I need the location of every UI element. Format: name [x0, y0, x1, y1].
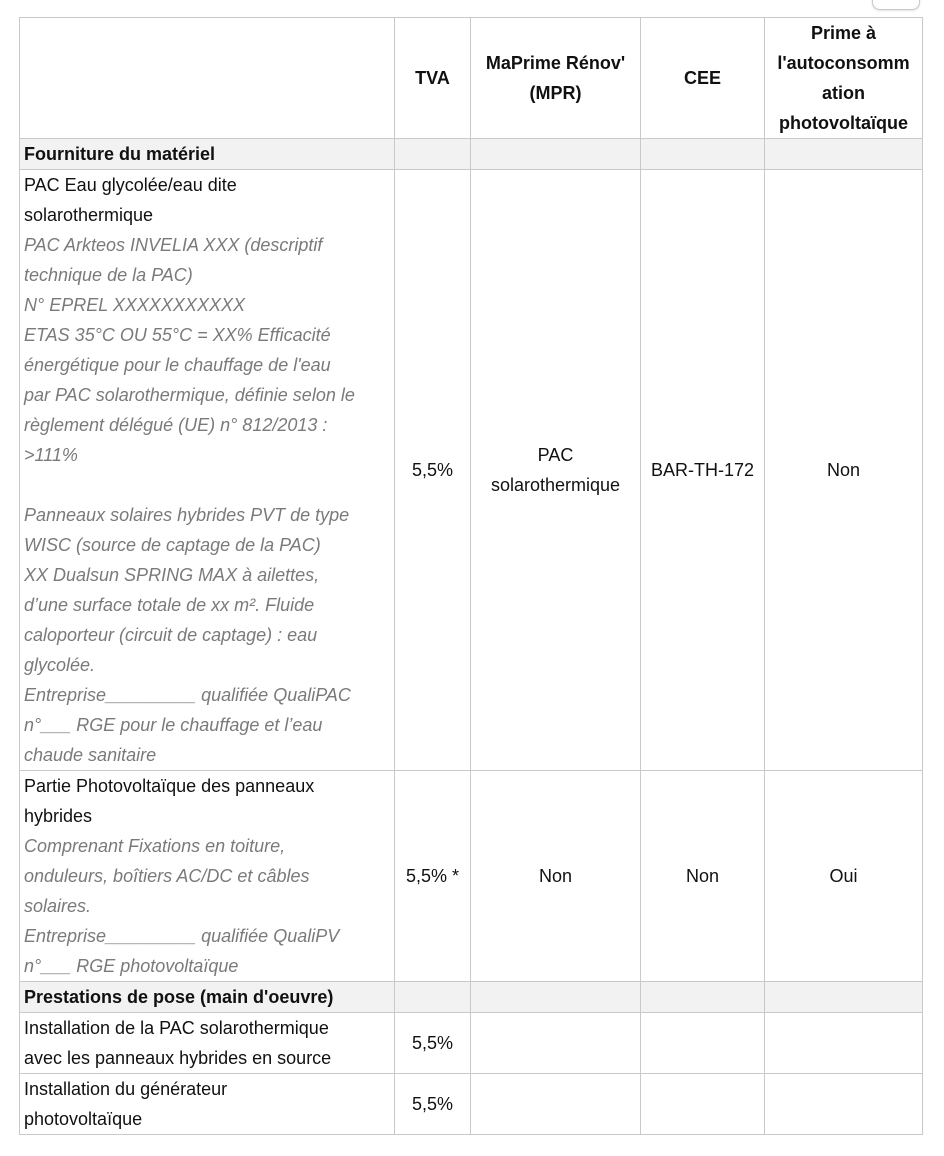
pv-detail-line: solaires. — [24, 896, 92, 916]
install-pac-line2: avec les panneaux hybrides en source — [24, 1048, 332, 1068]
section-empty-cell — [641, 982, 765, 1013]
section-empty-cell — [471, 139, 641, 170]
section-empty-cell — [765, 982, 923, 1013]
aid-eligibility-table — [19, 17, 923, 1135]
pv-prime-cell: Oui — [765, 771, 923, 982]
pac-detail-line: chaude sanitaire — [24, 745, 157, 765]
header-mpr-line2: (MPR) — [529, 83, 582, 103]
pac-detail-line: d’une surface totale de xx m². Fluide — [24, 595, 315, 615]
install-pv-line2: photovoltaïque — [24, 1109, 143, 1129]
pac-mpr-line2: solarothermique — [490, 475, 621, 495]
section-row-prestations — [20, 982, 923, 1013]
pac-mpr-line1: PAC — [537, 445, 574, 465]
pac-detail-line: ETAS 35°C OU 55°C = XX% Efficacité — [24, 325, 331, 345]
section-row-fourniture — [20, 139, 923, 170]
pac-detail-line: Panneaux solaires hybrides PVT de type — [24, 505, 350, 525]
pac-detail-line: règlement délégué (UE) n° 812/2013 : — [24, 415, 328, 435]
header-prime-line4: photovoltaïque — [779, 113, 908, 133]
install-pv-mpr-cell — [471, 1074, 641, 1135]
pac-detail-line: XX Dualsun SPRING MAX à ailettes, — [24, 565, 320, 585]
header-prime-line2: l'autoconsomm — [777, 53, 910, 73]
pac-detail-line: WISC (source de captage de la PAC) — [24, 535, 321, 555]
pv-detail-line: onduleurs, boîtiers AC/DC et câbles — [24, 866, 310, 886]
pv-mpr-cell: Non — [471, 771, 641, 982]
pac-spacer-line — [24, 470, 390, 500]
table-header-row — [20, 18, 923, 139]
pv-tva-cell: 5,5% * — [395, 771, 471, 982]
install-pac-cee-cell — [641, 1013, 765, 1074]
pv-title-line1: Partie Photovoltaïque des panneaux — [24, 776, 315, 796]
pac-detail-line: N° EPREL XXXXXXXXXXX — [24, 295, 245, 315]
pac-tva-cell: 5,5% — [395, 170, 471, 771]
install-pv-description-cell — [20, 1074, 395, 1135]
table-row-pac — [20, 170, 923, 771]
pac-description-cell — [20, 170, 395, 771]
pv-detail-line: Entreprise_________ qualifiée QualiPV — [24, 926, 340, 946]
install-pv-prime-cell — [765, 1074, 923, 1135]
pac-detail-line: >111% — [24, 445, 78, 465]
pv-detail-line: n°___ RGE photovoltaïque — [24, 956, 239, 976]
window-corner-tab — [872, 0, 920, 10]
install-pac-prime-cell — [765, 1013, 923, 1074]
pac-prime-cell: Non — [765, 170, 923, 771]
pv-title-line2: hybrides — [24, 806, 93, 826]
install-pv-cee-cell — [641, 1074, 765, 1135]
header-prime — [765, 18, 923, 139]
table-row-pv — [20, 771, 923, 982]
section-empty-cell — [641, 139, 765, 170]
pv-cee-cell: Non — [641, 771, 765, 982]
header-designation — [20, 18, 395, 139]
pac-detail-line: caloporteur (circuit de captage) : eau — [24, 625, 318, 645]
pac-detail-line: PAC Arkteos INVELIA XXX (descriptif — [24, 235, 323, 255]
header-prime-line1: Prime à — [810, 23, 877, 43]
header-mpr — [471, 18, 641, 139]
pac-detail-line: n°___ RGE pour le chauffage et l’eau — [24, 715, 323, 735]
install-pac-tva-cell: 5,5% — [395, 1013, 471, 1074]
install-pac-mpr-cell — [471, 1013, 641, 1074]
table-row-install-pac — [20, 1013, 923, 1074]
install-pv-line1: Installation du générateur — [24, 1079, 228, 1099]
header-cee: CEE — [641, 18, 765, 139]
section-title-fourniture: Fourniture du matériel — [20, 139, 395, 170]
pac-title-line2: solarothermique — [24, 205, 154, 225]
pac-detail-line: Entreprise_________ qualifiée QualiPAC — [24, 685, 351, 705]
section-empty-cell — [395, 139, 471, 170]
table-row-install-pv — [20, 1074, 923, 1135]
pac-detail-line: par PAC solarothermique, définie selon le — [24, 385, 355, 405]
header-mpr-line1: MaPrime Rénov' — [485, 53, 626, 73]
install-pac-description-cell — [20, 1013, 395, 1074]
header-tva: TVA — [395, 18, 471, 139]
pac-title-line1: PAC Eau glycolée/eau dite — [24, 175, 237, 195]
section-empty-cell — [765, 139, 923, 170]
pac-mpr-cell — [471, 170, 641, 771]
install-pv-tva-cell: 5,5% — [395, 1074, 471, 1135]
header-prime-line3: ation — [822, 83, 865, 103]
pac-detail-line: glycolée. — [24, 655, 96, 675]
section-empty-cell — [471, 982, 641, 1013]
pac-detail-line: énergétique pour le chauffage de l'eau — [24, 355, 331, 375]
section-empty-cell — [395, 982, 471, 1013]
pv-description-cell — [20, 771, 395, 982]
pac-cee-cell: BAR-TH-172 — [641, 170, 765, 771]
section-title-prestations: Prestations de pose (main d'oeuvre) — [20, 982, 395, 1013]
install-pac-line1: Installation de la PAC solarothermique — [24, 1018, 329, 1038]
pac-detail-line: technique de la PAC) — [24, 265, 193, 285]
pv-detail-line: Comprenant Fixations en toiture, — [24, 836, 286, 856]
